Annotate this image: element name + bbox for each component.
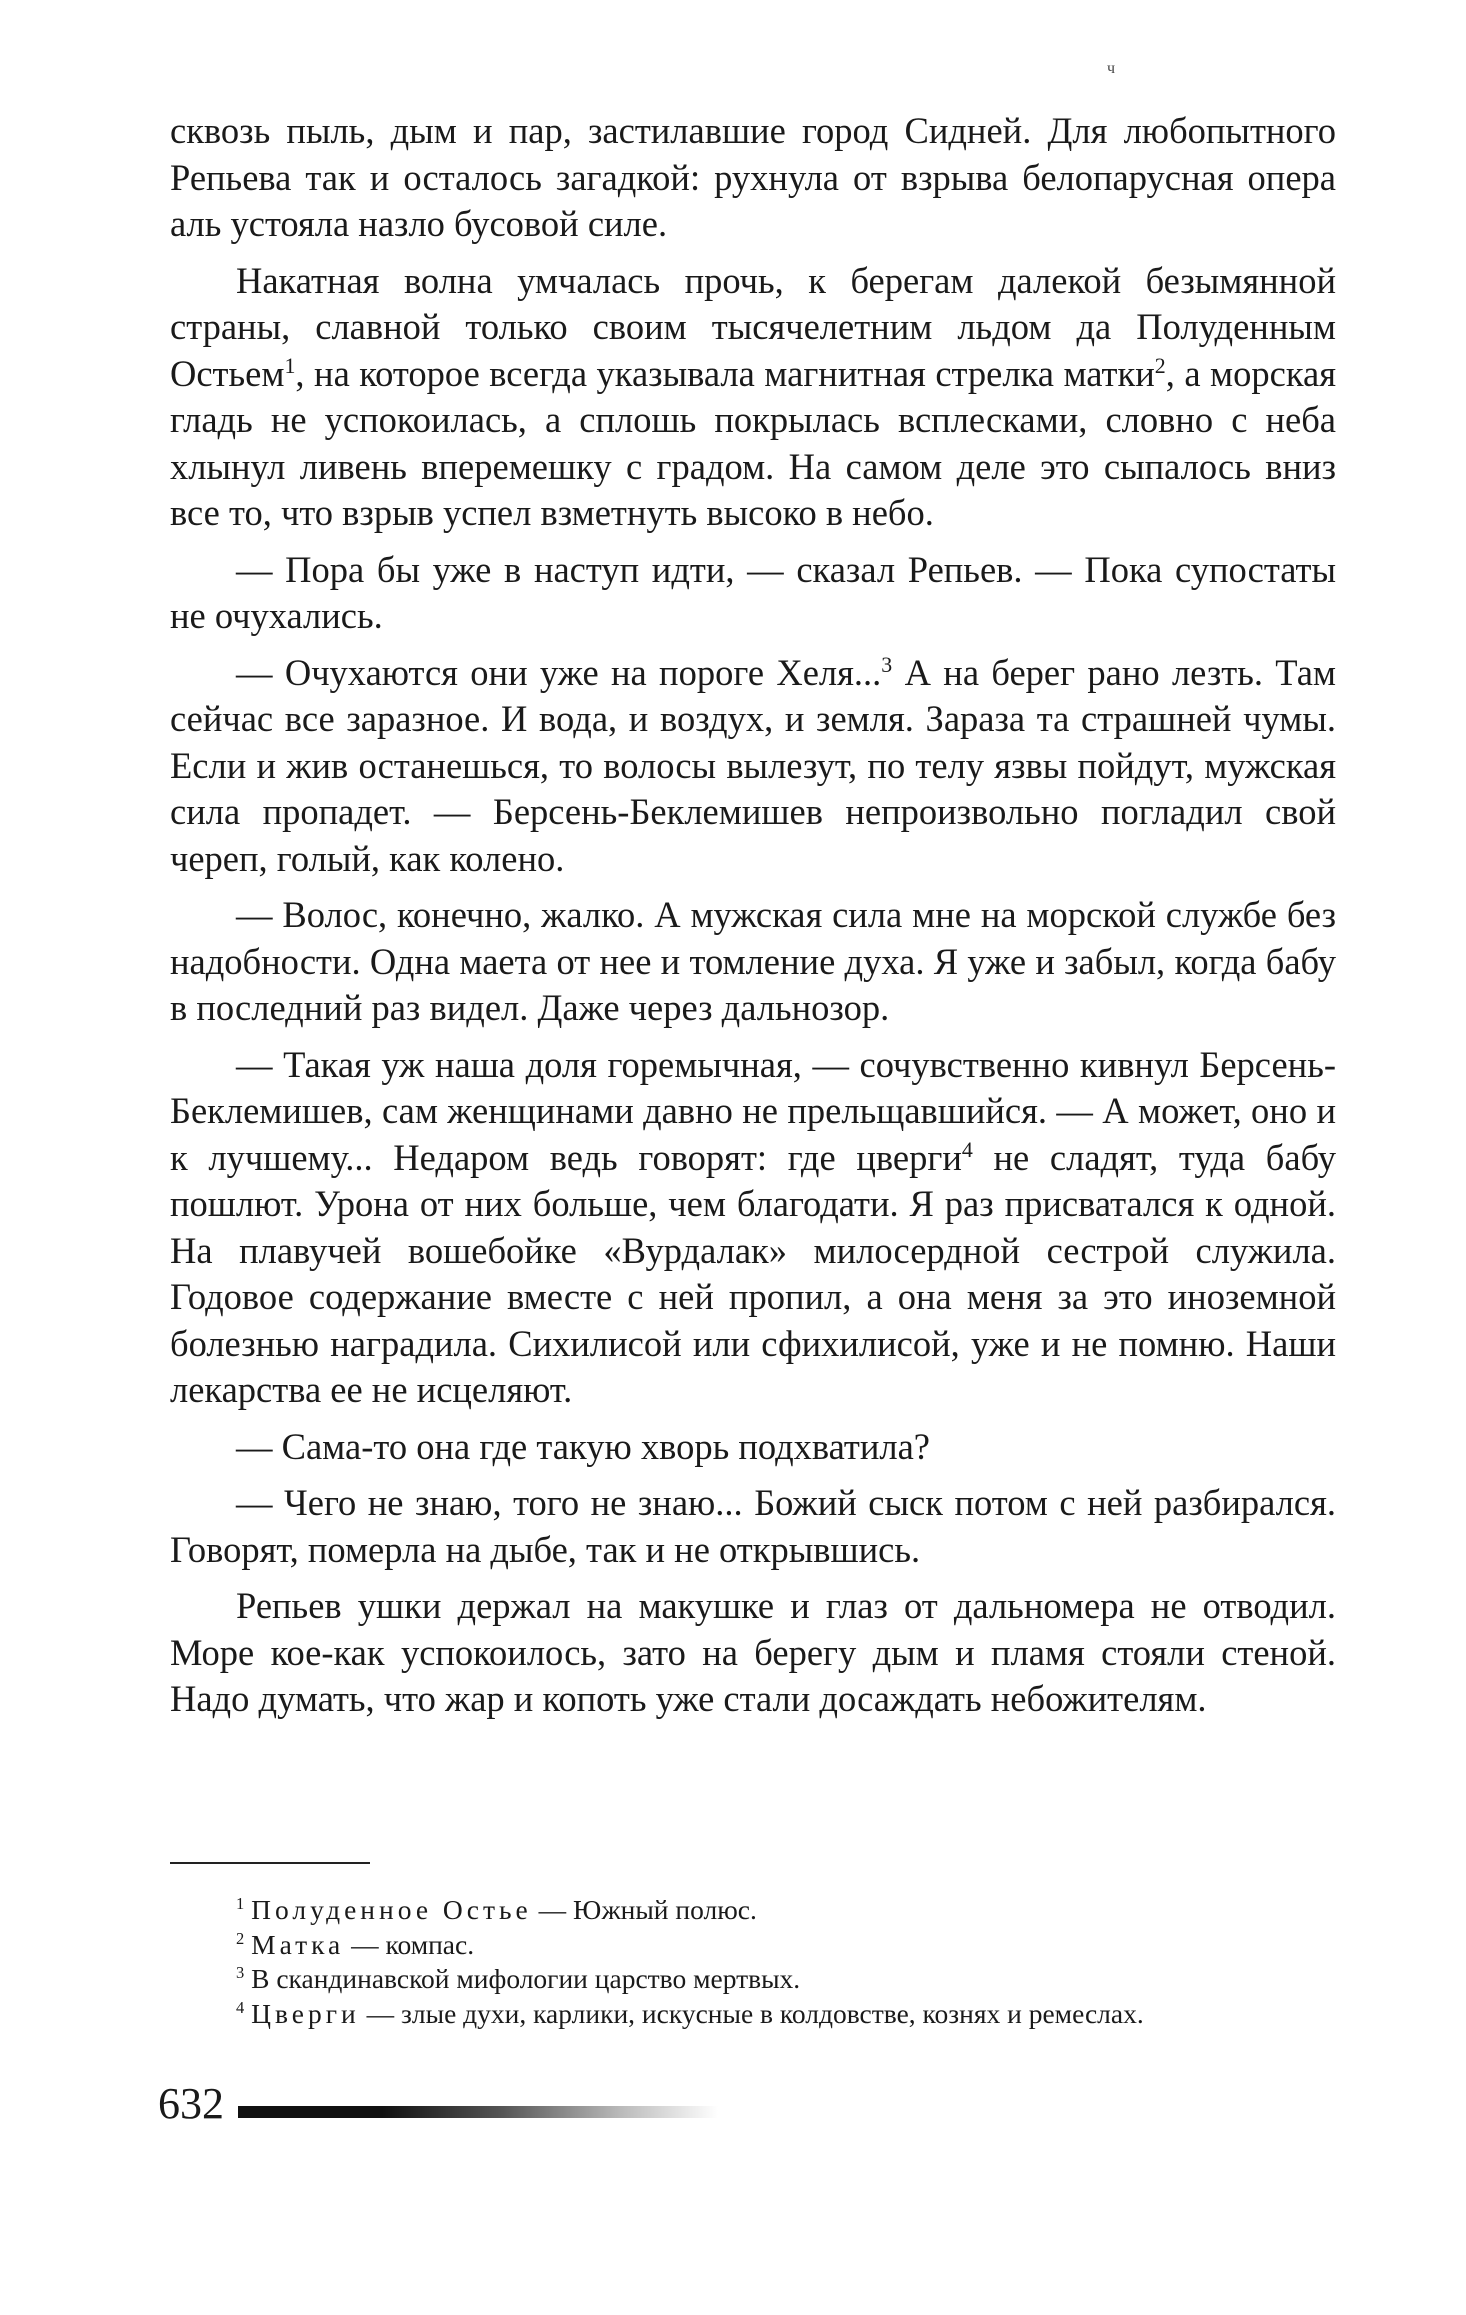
body-text — [170, 108, 1336, 1723]
paragraph: Репьев ушки держал на макушке и глаз от дальномера не отводил. Море кое-как успокоилось, зато на берегу дым и пламя стояли стеной. Надо думать, что жар и копоть уже стали досаждать небожителям. — [170, 1585, 1336, 1719]
paragraph: — Очухаются они уже на пороге Хеля...$^3$ А на берег рано лезть. Там сейчас все заразное. И вода, и воздух, и земля. Зараза та страшней чумы. Если и жив останешься, то волосы вылезут, по телу язвы пойдут, мужская сила пропадет. — Берсень-Беклемишев непроизвольно погладил свой череп, голый, как колено. — [170, 651, 1336, 879]
corner-mark: ч — [1107, 60, 1116, 77]
paragraph: — Сама-то она где такую хворь подхватила? — [236, 1425, 930, 1467]
paragraph: — Волос, конечно, жалко. А мужская сила мне на морской службе без надобности. Одна маета от нее и томление духа. Я уже и забыл, когда бабу в последний раз видел. Даже через дальнозор. — [170, 894, 1336, 1028]
footnote-ref: 3 — [881, 651, 893, 677]
paragraph: Накатная волна умчалась прочь, к берегам далекой безымянной страны, славной только своим тысячелетним льдом да Полуденным Остьем$^1$, на которое всегда указывала магнитная стрелка матки$^2$, а морская гладь не успокоилась, а сплошь покрылась всплесками, словно с неба хлынул ливень вперемешку с градом. На самом деле это сыпалось вниз все то, что взрыв успел взметнуть высоко в небо. — [170, 259, 1336, 533]
footnote-ref: 1 — [284, 352, 296, 378]
folio-bar — [238, 2106, 718, 2118]
page-number: 632 — [158, 2079, 224, 2128]
footnote-divider — [170, 1862, 370, 1864]
footnote: $^3$ В скандинавской мифологии царство мертвых. — [236, 1962, 801, 1994]
paragraph: сквозь пыль, дым и пар, застилавшие город Сидней. Для любопытного Репьева так и осталось загадкой: рухнула от взрыва белопарусная опера аль устояла назло бусовой силе. — [170, 110, 1336, 244]
paragraph: — Такая уж наша доля горемычная, — сочувственно кивнул Берсень-Беклемишев, сам женщинами давно не прельщавшийся. — А может, оно и к лучшему... Недаром ведь говорят: где цверги$^4$ не сладят, туда бабу пошлют. Урона от них больше, чем благодати. Я раз присватался к одной. На плавучей вошебойке «Вурдалак» милосердной сестрой служила. Годовое содержание вместе с ней пропил, а она меня за это иноземной болезнью наградила. Сихилисой или сфихилисой, уже и не помню. Наши лекарства ее не исцеляют. — [170, 1043, 1337, 1410]
paragraph: — Чего не знаю, того не знаю... Божий сыск потом с ней разбирался. Говорят, померла на дыбе, так и не открывшись. — [170, 1482, 1336, 1570]
footnotes — [170, 1893, 1336, 2031]
footnote: $^2$ Матка — компас. — [236, 1928, 475, 1960]
footnote: $^4$ Цверги — злые духи, карлики, искусные в колдовстве, кознях и ремеслах. — [236, 1997, 1144, 2029]
footnote-ref: 2 — [1154, 352, 1166, 378]
footnote: $^1$ Полуденное Остье — Южный полюс. — [236, 1893, 757, 1925]
footnote-ref: 4 — [961, 1136, 973, 1162]
paragraph: — Пора бы уже в наступ идти, — сказал Репьев. — Пока супостаты не очухались. — [170, 548, 1336, 636]
